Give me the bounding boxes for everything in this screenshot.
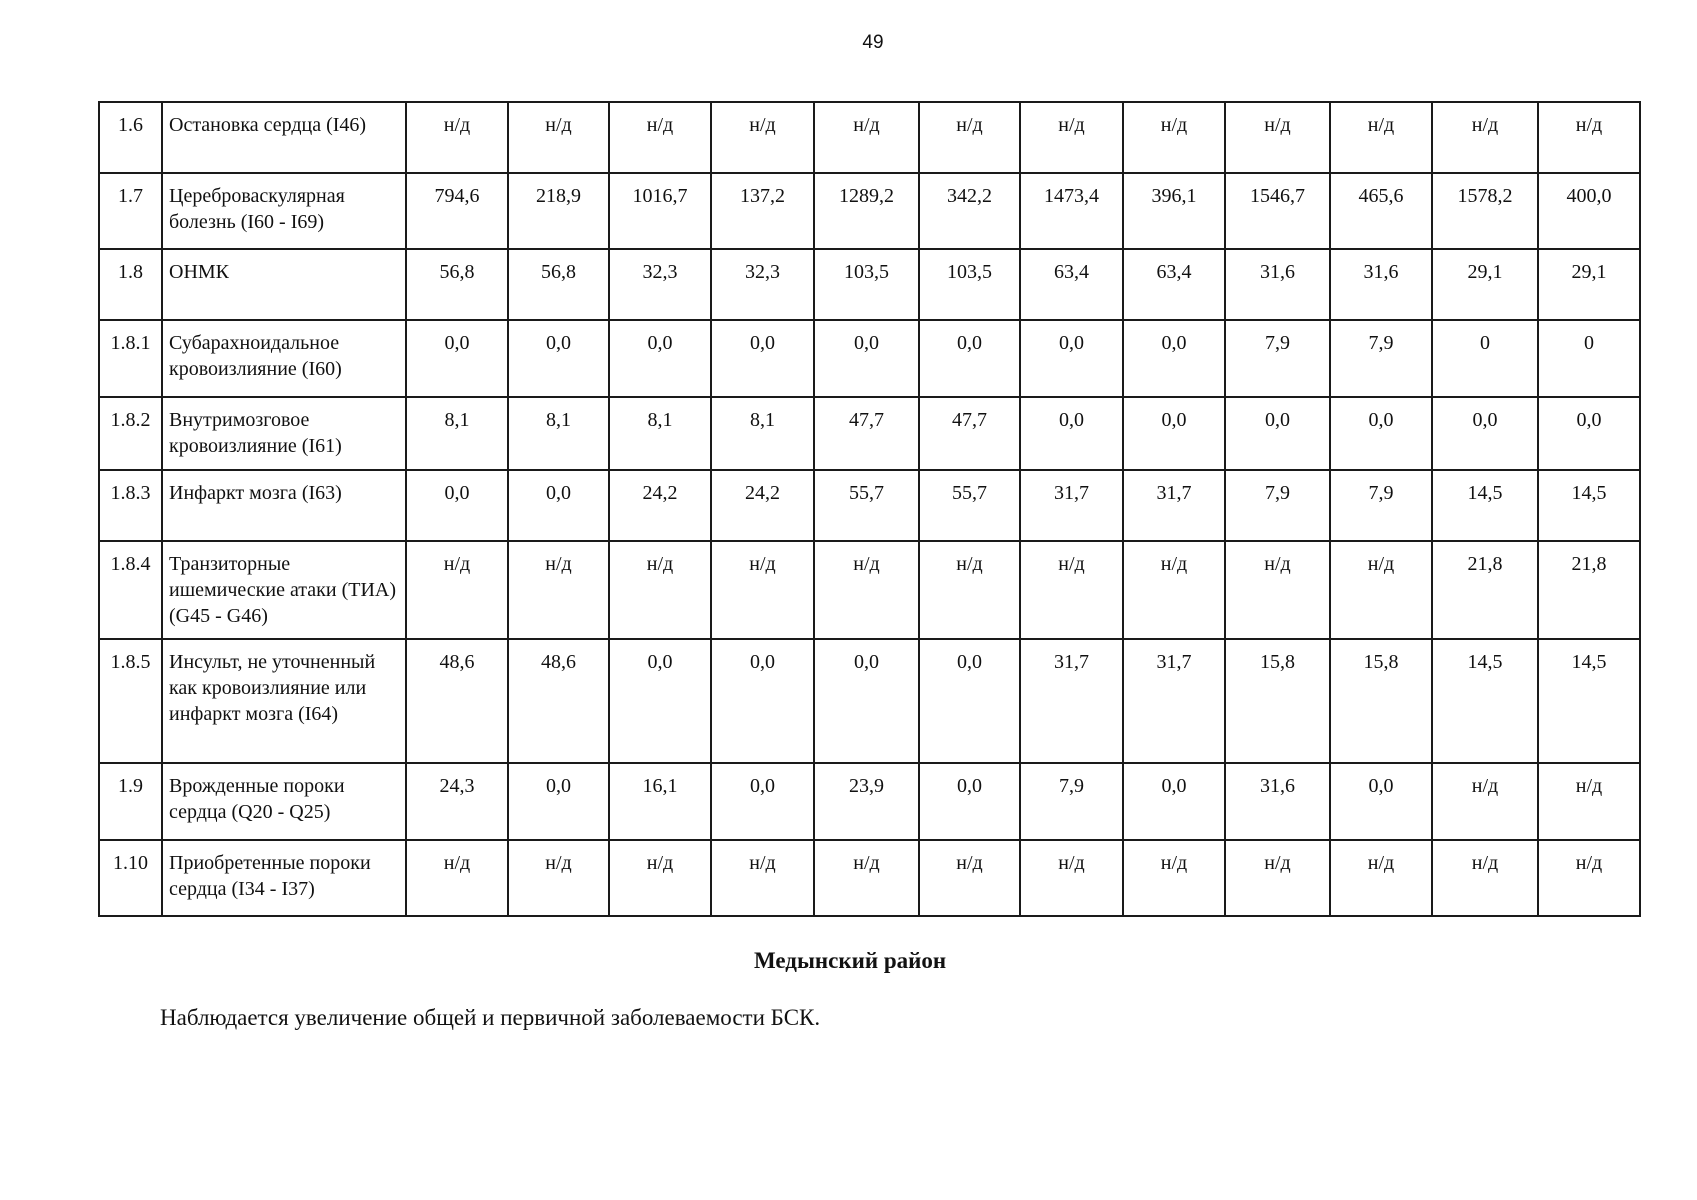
value-cell: 48,6 [508, 639, 609, 763]
value-cell: 0,0 [1330, 763, 1432, 840]
value-cell: н/д [1020, 840, 1123, 916]
value-cell: 0,0 [508, 470, 609, 541]
value-cell: 16,1 [609, 763, 711, 840]
value-cell: 24,2 [609, 470, 711, 541]
value-cell: 218,9 [508, 173, 609, 249]
value-cell: 8,1 [609, 397, 711, 470]
value-cell: н/д [508, 102, 609, 173]
value-cell: 56,8 [508, 249, 609, 320]
value-cell: н/д [711, 102, 814, 173]
row-name: Внутримозговое кровоизлияние (I61) [162, 397, 406, 470]
row-code: 1.8.5 [99, 639, 162, 763]
value-cell: 29,1 [1432, 249, 1538, 320]
table-row [99, 639, 1640, 763]
value-cell: 63,4 [1123, 249, 1225, 320]
value-cell: 31,6 [1225, 763, 1330, 840]
table-row [99, 397, 1640, 470]
value-cell: 1578,2 [1432, 173, 1538, 249]
value-cell: 14,5 [1538, 639, 1640, 763]
value-cell: 7,9 [1020, 763, 1123, 840]
value-cell: 7,9 [1225, 320, 1330, 397]
row-code: 1.9 [99, 763, 162, 840]
section-title: Медынский район [754, 948, 947, 973]
table-row [99, 763, 1640, 840]
row-code: 1.6 [99, 102, 162, 173]
value-cell: 0,0 [711, 763, 814, 840]
value-cell: 29,1 [1538, 249, 1640, 320]
value-cell: 0,0 [1020, 320, 1123, 397]
value-cell: 103,5 [814, 249, 919, 320]
row-name: Остановка сердца (I46) [162, 102, 406, 173]
value-cell: 0,0 [1225, 397, 1330, 470]
value-cell: 0,0 [1538, 397, 1640, 470]
value-cell: н/д [814, 102, 919, 173]
value-cell: 8,1 [406, 397, 508, 470]
value-cell: 47,7 [919, 397, 1020, 470]
value-cell: 0,0 [508, 320, 609, 397]
value-cell: 31,6 [1225, 249, 1330, 320]
value-cell: н/д [1123, 541, 1225, 639]
value-cell: н/д [1225, 840, 1330, 916]
value-cell: н/д [406, 840, 508, 916]
value-cell: 1289,2 [814, 173, 919, 249]
value-cell: 7,9 [1330, 470, 1432, 541]
table-body [99, 102, 1640, 916]
value-cell: 0 [1538, 320, 1640, 397]
value-cell: н/д [1020, 102, 1123, 173]
value-cell: 31,6 [1330, 249, 1432, 320]
value-cell: 31,7 [1020, 639, 1123, 763]
value-cell: 0,0 [814, 639, 919, 763]
value-cell: 0,0 [1330, 397, 1432, 470]
value-cell: н/д [508, 541, 609, 639]
value-cell: 0,0 [1432, 397, 1538, 470]
value-cell: н/д [609, 840, 711, 916]
value-cell: н/д [406, 102, 508, 173]
value-cell: 31,7 [1123, 470, 1225, 541]
row-code: 1.8 [99, 249, 162, 320]
value-cell: 7,9 [1225, 470, 1330, 541]
value-cell: 14,5 [1538, 470, 1640, 541]
value-cell: 0,0 [1123, 320, 1225, 397]
value-cell: н/д [1225, 541, 1330, 639]
value-cell: 21,8 [1432, 541, 1538, 639]
value-cell: н/д [508, 840, 609, 916]
value-cell: 14,5 [1432, 639, 1538, 763]
value-cell: н/д [406, 541, 508, 639]
value-cell: н/д [1432, 102, 1538, 173]
value-cell: 32,3 [609, 249, 711, 320]
value-cell: н/д [1123, 102, 1225, 173]
value-cell: 1016,7 [609, 173, 711, 249]
value-cell: 24,2 [711, 470, 814, 541]
value-cell: н/д [1538, 763, 1640, 840]
value-cell: 0,0 [406, 320, 508, 397]
row-code: 1.7 [99, 173, 162, 249]
table-row [99, 249, 1640, 320]
body-paragraph: Наблюдается увеличение общей и первичной заболеваемости БСК. [160, 1005, 821, 1030]
value-cell: 0 [1432, 320, 1538, 397]
row-name: Инсульт, не уточненный как кровоизлияние или инфаркт мозга (I64) [162, 639, 406, 763]
value-cell: 21,8 [1538, 541, 1640, 639]
value-cell: 0,0 [711, 639, 814, 763]
row-name: Транзиторные ишемические атаки (ТИА) (G45 - G46) [162, 541, 406, 639]
value-cell: 0,0 [919, 639, 1020, 763]
value-cell: 8,1 [711, 397, 814, 470]
value-cell: 31,7 [1123, 639, 1225, 763]
page-number: 49 [862, 32, 884, 53]
value-cell: н/д [1432, 763, 1538, 840]
value-cell: н/д [1330, 541, 1432, 639]
value-cell: н/д [1225, 102, 1330, 173]
value-cell: 55,7 [919, 470, 1020, 541]
value-cell: 24,3 [406, 763, 508, 840]
row-name: Врожденные пороки сердца (Q20 - Q25) [162, 763, 406, 840]
value-cell: н/д [814, 541, 919, 639]
table-row [99, 320, 1640, 397]
row-name: Инфаркт мозга (I63) [162, 470, 406, 541]
row-code: 1.10 [99, 840, 162, 916]
row-name: Субарахноидальное кровоизлияние (I60) [162, 320, 406, 397]
value-cell: 0,0 [1123, 763, 1225, 840]
value-cell: 15,8 [1225, 639, 1330, 763]
value-cell: 23,9 [814, 763, 919, 840]
value-cell: 342,2 [919, 173, 1020, 249]
value-cell: 0,0 [1020, 397, 1123, 470]
value-cell: 0,0 [609, 639, 711, 763]
row-code: 1.8.1 [99, 320, 162, 397]
value-cell: 1546,7 [1225, 173, 1330, 249]
value-cell: н/д [609, 541, 711, 639]
value-cell: 794,6 [406, 173, 508, 249]
value-cell: 0,0 [919, 763, 1020, 840]
value-cell: 56,8 [406, 249, 508, 320]
value-cell: 0,0 [508, 763, 609, 840]
table-row [99, 840, 1640, 916]
value-cell: н/д [919, 840, 1020, 916]
value-cell: 396,1 [1123, 173, 1225, 249]
row-code: 1.8.3 [99, 470, 162, 541]
value-cell: н/д [1538, 840, 1640, 916]
value-cell: 48,6 [406, 639, 508, 763]
value-cell: 31,7 [1020, 470, 1123, 541]
value-cell: н/д [711, 840, 814, 916]
value-cell: 0,0 [711, 320, 814, 397]
value-cell: н/д [1538, 102, 1640, 173]
value-cell: н/д [1123, 840, 1225, 916]
table-row [99, 173, 1640, 249]
value-cell: 465,6 [1330, 173, 1432, 249]
row-code: 1.8.4 [99, 541, 162, 639]
value-cell: н/д [609, 102, 711, 173]
value-cell: 14,5 [1432, 470, 1538, 541]
row-name: ОНМК [162, 249, 406, 320]
value-cell: 8,1 [508, 397, 609, 470]
value-cell: н/д [1330, 102, 1432, 173]
value-cell: н/д [919, 541, 1020, 639]
row-name: Цереброваскулярная болезнь (I60 - I69) [162, 173, 406, 249]
value-cell: н/д [1330, 840, 1432, 916]
value-cell: 400,0 [1538, 173, 1640, 249]
statistics-table [98, 101, 1641, 917]
value-cell: 7,9 [1330, 320, 1432, 397]
value-cell: н/д [711, 541, 814, 639]
value-cell: н/д [1020, 541, 1123, 639]
table-row [99, 102, 1640, 173]
value-cell: 55,7 [814, 470, 919, 541]
value-cell: 1473,4 [1020, 173, 1123, 249]
table-row [99, 541, 1640, 639]
row-code: 1.8.2 [99, 397, 162, 470]
value-cell: 0,0 [406, 470, 508, 541]
value-cell: 137,2 [711, 173, 814, 249]
value-cell: 32,3 [711, 249, 814, 320]
value-cell: 103,5 [919, 249, 1020, 320]
value-cell: н/д [1432, 840, 1538, 916]
table-row [99, 470, 1640, 541]
value-cell: н/д [814, 840, 919, 916]
value-cell: н/д [919, 102, 1020, 173]
value-cell: 0,0 [919, 320, 1020, 397]
row-name: Приобретенные пороки сердца (I34 - I37) [162, 840, 406, 916]
value-cell: 15,8 [1330, 639, 1432, 763]
value-cell: 0,0 [814, 320, 919, 397]
value-cell: 0,0 [609, 320, 711, 397]
value-cell: 0,0 [1123, 397, 1225, 470]
value-cell: 47,7 [814, 397, 919, 470]
value-cell: 63,4 [1020, 249, 1123, 320]
